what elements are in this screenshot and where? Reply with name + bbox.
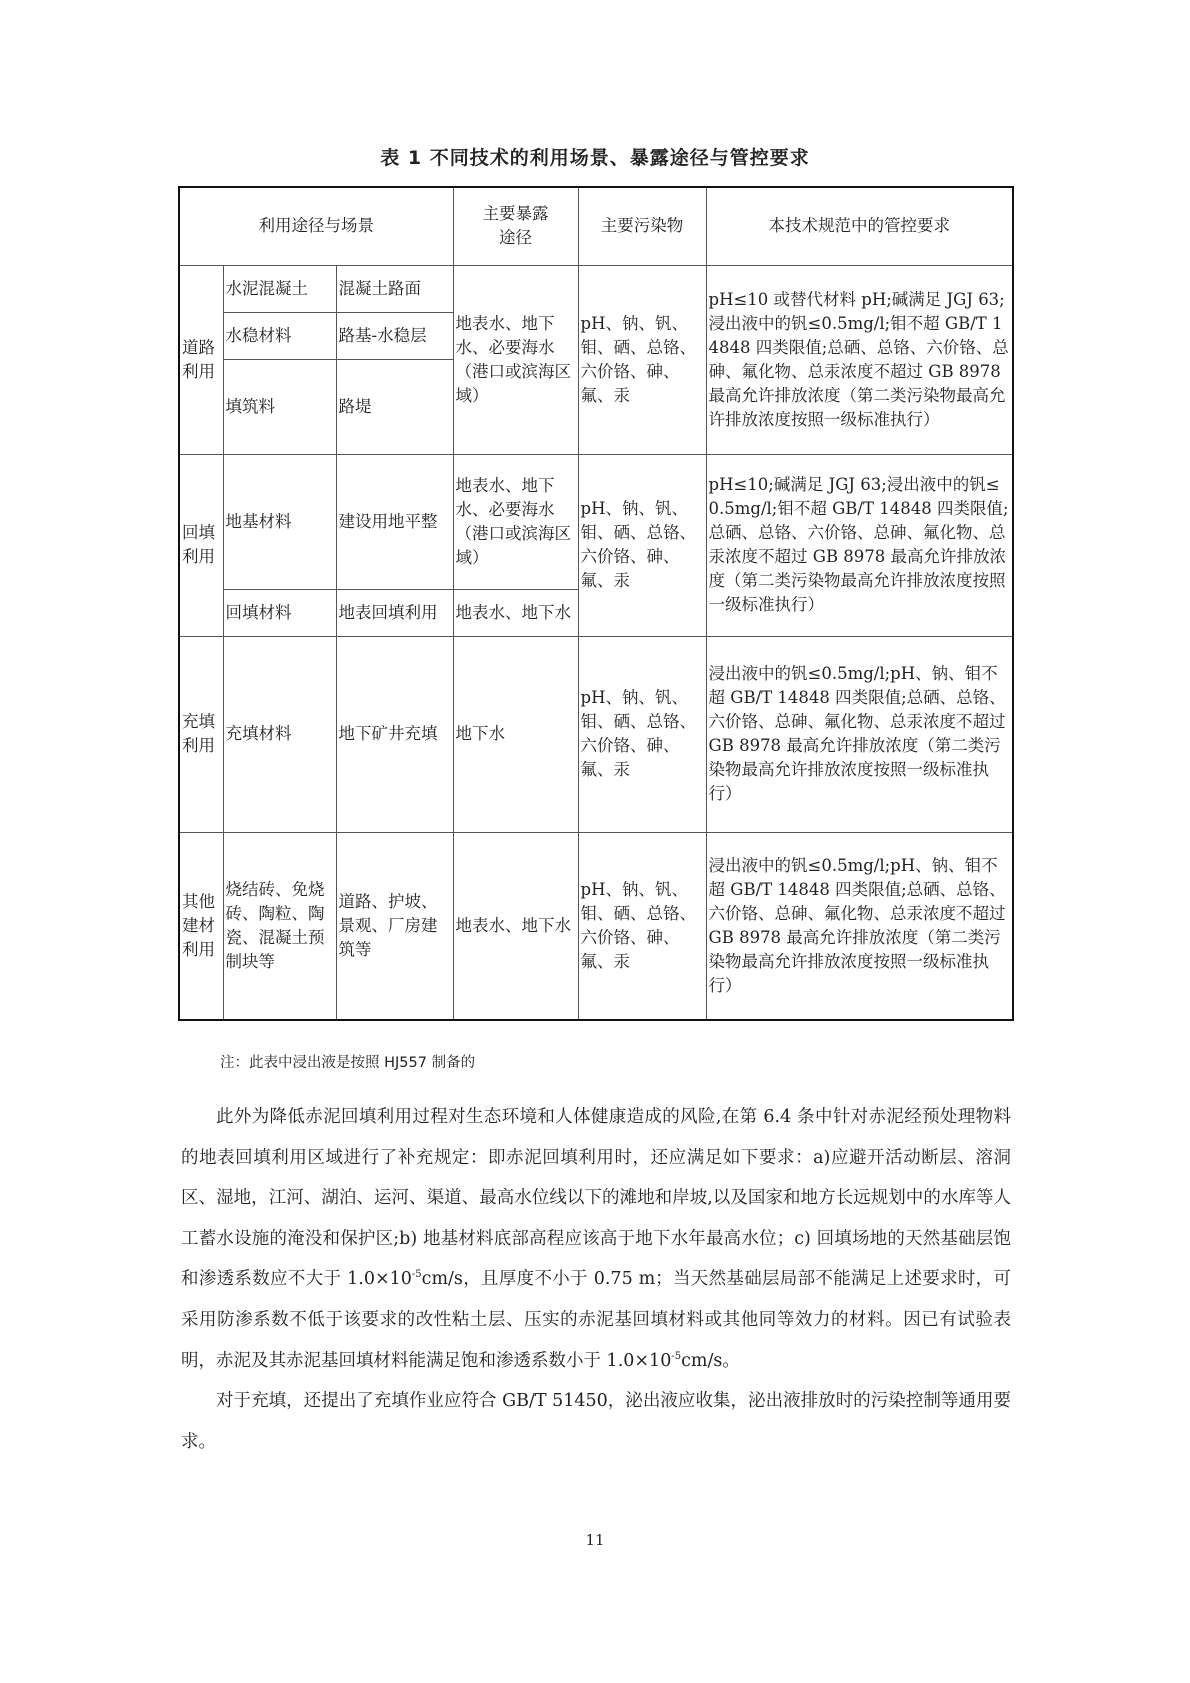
- paragraph: [181, 1097, 1011, 1381]
- requirement-cell: pH≤10;碱满足 JGJ 63;浸出液中的钒≤0.5mg/l;钼不超 GB/T 14848 四类限值;总硒、总铬、六价铬、总砷、氟化物、总汞浓度不超过 GB 8978 最高允许排放浓度（第二类污染物最高允许排放浓度按照一级标准执行）: [706, 454, 1013, 636]
- category-cell: 道路利用: [179, 265, 223, 454]
- page-number: 11: [585, 1531, 605, 1549]
- exposure-cell: 地表水、地下水: [453, 589, 578, 636]
- category-cell: 回填利用: [179, 454, 223, 636]
- utilization-table: [178, 186, 1014, 1021]
- table-note: 注：此表中浸出液是按照 HJ557 制备的: [220, 1055, 476, 1071]
- requirement-cell: 浸出液中的钒≤0.5mg/l;pH、钠、钼不超 GB/T 14848 四类限值;总硒、总铬、六价铬、总砷、氟化物、总汞浓度不超过 GB 8978 最高允许排放浓度（第二类污染物最高允许排放浓度按照一级标准执行）: [706, 832, 1013, 1020]
- header-usage-scene: 利用途径与场景: [179, 187, 453, 265]
- table-row: [179, 454, 1013, 589]
- body-text: [181, 1097, 1011, 1462]
- scene-cell: 路堤: [336, 359, 453, 454]
- table-row: [179, 832, 1013, 1020]
- pollutants-cell: pH、钠、钒、钼、硒、总铬、六价铬、砷、氟、汞: [578, 454, 706, 636]
- paragraph: 对于充填，还提出了充填作业应符合 GB/T 51450，泌出液应收集，泌出液排放时的污染控制等通用要求。: [181, 1391, 1011, 1452]
- category-cell: 其他建材利用: [179, 832, 223, 1020]
- table-row: [179, 636, 1013, 832]
- pollutants-cell: pH、钠、钒、钼、硒、总铬、六价铬、砷、氟、汞: [578, 265, 706, 454]
- exposure-cell: 地表水、地下水、必要海水（港口或滨海区域）: [453, 265, 578, 454]
- scene-cell: 混凝土路面: [336, 265, 453, 312]
- paragraph-text: 此外为降低赤泥回填利用过程对生态环境和人体健康造成的风险,在第 6.4 条中针对赤泥经预处理物料的地表回填利用区域进行了补充规定：即赤泥回填利用时，还应满足如下要求：a)应避开活动断层、溶洞区、湿地，江河、湖泊、运河、渠道、最高水位线以下的滩地和岸坡,以及国家和地方长远规划中的水库等人工蓄水设施的淹没和保护区;b) 地基材料底部高程应该高于地下水年最高水位；c) 回填场地的天然基础层饱和渗透系数应不大于 1.0×10: [181, 1107, 1011, 1290]
- exposure-cell: 地下水: [453, 636, 578, 832]
- material-cell: 填筑料: [223, 359, 336, 454]
- scene-cell: 路基-水稳层: [336, 312, 453, 359]
- material-cell: 充填材料: [223, 636, 336, 832]
- category-cell: 充填利用: [179, 636, 223, 832]
- table-header-row: [179, 187, 1013, 265]
- header-pollutants: 主要污染物: [578, 187, 706, 265]
- material-cell: 烧结砖、免烧砖、陶粒、陶瓷、混凝土预制块等: [223, 832, 336, 1020]
- superscript: -5: [671, 1350, 682, 1362]
- scene-cell: 建设用地平整: [336, 454, 453, 589]
- exposure-cell: 地表水、地下水、必要海水（港口或滨海区域）: [453, 454, 578, 589]
- material-cell: 水泥混凝土: [223, 265, 336, 312]
- table-row: [179, 265, 1013, 312]
- pollutants-cell: pH、钠、钒、钼、硒、总铬、六价铬、砷、氟、汞: [578, 832, 706, 1020]
- header-requirements: 本技术规范中的管控要求: [706, 187, 1013, 265]
- requirement-cell: 浸出液中的钒≤0.5mg/l;pH、钠、钼不超 GB/T 14848 四类限值;总硒、总铬、六价铬、总砷、氟化物、总汞浓度不超过 GB 8978 最高允许排放浓度（第二类污染物最高允许排放浓度按照一级标准执行）: [706, 636, 1013, 832]
- scene-cell: 地表回填利用: [336, 589, 453, 636]
- superscript: -5: [411, 1269, 422, 1281]
- header-exposure: 主要暴露途径: [453, 187, 578, 265]
- scene-cell: 道路、护坡、景观、厂房建筑等: [336, 832, 453, 1020]
- paragraph-text: cm/s。: [681, 1350, 740, 1371]
- paragraph-text: cm/s，且厚度不小于 0.75 m；当天然基础层局部不能满足上述要求时，可采用防渗系数不低于该要求的改性粘土层、压实的赤泥基回填材料或其他同等效力的材料。因已有试验表明，赤泥及其赤泥基回填材料能满足饱和渗透系数小于 1.0×10: [181, 1269, 1011, 1371]
- table-caption: 表 1 不同技术的利用场景、暴露途径与管控要求: [380, 147, 810, 169]
- exposure-cell: 地表水、地下水: [453, 832, 578, 1020]
- material-cell: 回填材料: [223, 589, 336, 636]
- requirement-cell: pH≤10 或替代材料 pH;碱满足 JGJ 63;浸出液中的钒≤0.5mg/l;钼不超 GB/T 14848 四类限值;总硒、总铬、六价铬、总砷、氟化物、总汞浓度不超过 GB 8978 最高允许排放浓度（第二类污染物最高允许排放浓度按照一级标准执行）: [706, 265, 1013, 454]
- scene-cell: 地下矿井充填: [336, 636, 453, 832]
- material-cell: 水稳材料: [223, 312, 336, 359]
- material-cell: 地基材料: [223, 454, 336, 589]
- pollutants-cell: pH、钠、钒、钼、硒、总铬、六价铬、砷、氟、汞: [578, 636, 706, 832]
